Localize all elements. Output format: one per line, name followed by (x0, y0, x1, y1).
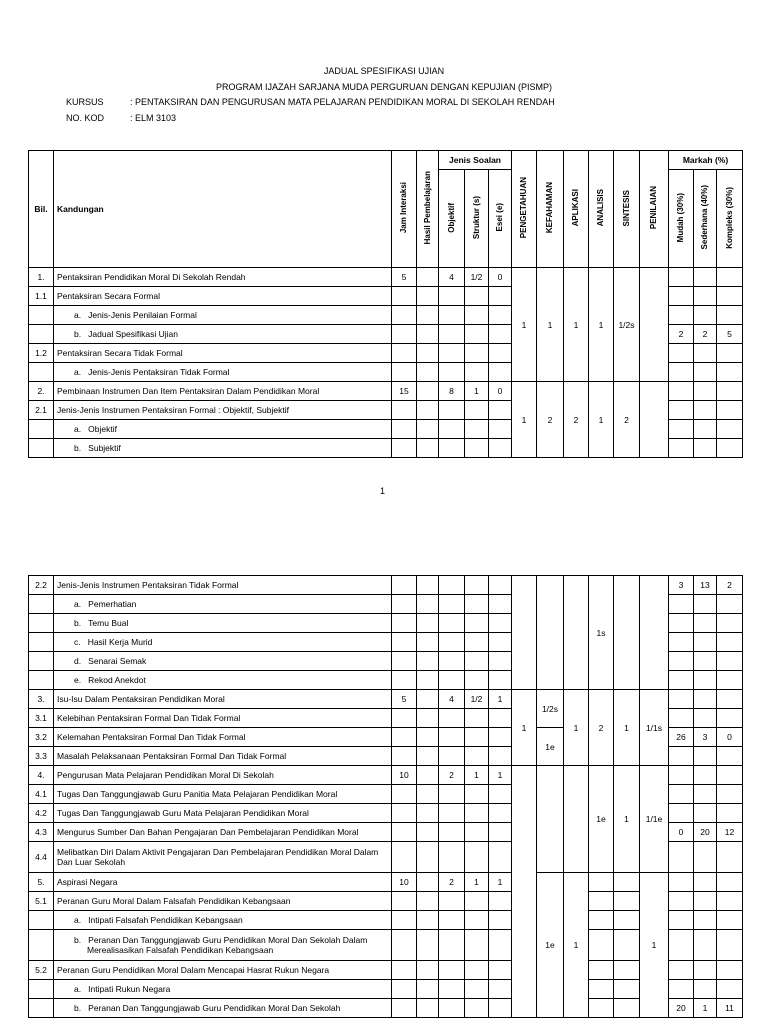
col-sintesis (614, 151, 640, 268)
row-text: Kelebihan Pentaksiran Formal Dan Tidak Formal (54, 709, 392, 728)
cell-pengetahuan (512, 576, 537, 690)
cell-objektif: 4 (439, 690, 465, 709)
cell-sederhana: 2 (694, 325, 717, 344)
table-row (29, 766, 743, 785)
cell-esei: 0 (489, 268, 512, 287)
cell-penilaian (640, 576, 669, 690)
cell-jam: 10 (392, 766, 417, 785)
cell-mudah: 26 (669, 728, 694, 747)
program-title: PROGRAM IJAZAH SARJANA MUDA PERGURUAN DENGAN KEPUJIAN (PISMP) (215, 82, 553, 92)
col-aplikasi-label: APLIKASI (571, 189, 580, 227)
row-bil: 2.1 (29, 401, 54, 420)
row-bil: 2. (29, 382, 54, 401)
cell-struktur: 1/2 (465, 268, 489, 287)
row-text: Kelemahan Pentaksiran Formal Dan Tidak Formal (54, 728, 392, 747)
cell-pengetahuan: 1 (512, 268, 537, 382)
cell-kefahaman: 1e (537, 873, 564, 1018)
table-row (29, 382, 743, 401)
cell-esei: 1 (489, 766, 512, 785)
col-sintesis-label: SINTESIS (621, 189, 631, 227)
row-text: Peranan Guru Pendidikan Moral Dalam Mencapai Hasrat Rukun Negara (54, 961, 392, 980)
cell-aplikasi: 1 (564, 873, 589, 1018)
table-row (29, 892, 743, 911)
cell-kefahaman: 2 (537, 382, 564, 458)
col-mudah (669, 170, 694, 268)
cell-kompleks (717, 268, 743, 287)
cell-kefahaman (537, 576, 564, 690)
col-struktur-label: Struktur (s) (471, 195, 481, 240)
cell-mudah: 0 (669, 823, 694, 842)
row-bil: 5. (29, 873, 54, 892)
col-esei-label: Esei (e) (495, 203, 504, 232)
cell-penilaian (640, 382, 669, 458)
cell-esei: 1 (489, 690, 512, 709)
row-bil: 5.1 (29, 892, 54, 911)
kursus-label: KURSUS (66, 97, 104, 107)
cell-kefahaman: 1/2s (537, 690, 564, 728)
cell-esei: 0 (489, 382, 512, 401)
cell-mudah: 20 (669, 999, 694, 1018)
cell-sederhana: 13 (694, 576, 717, 595)
row-text: Pentaksiran Secara Formal (54, 287, 392, 306)
row-text: Jenis-Jenis Instrumen Pentaksiran Formal : Objektif, Subjektif (54, 401, 392, 420)
cell-sintesis: 1/2s (614, 268, 640, 382)
cell-struktur: 1 (465, 766, 489, 785)
cell-penilaian: 1/1e (640, 766, 669, 873)
cell-analisis: 2 (589, 690, 614, 766)
col-penilaian-label: PENILAIAN (649, 186, 658, 230)
row-text: Jenis-Jenis Instrumen Pentaksiran Tidak Formal (54, 576, 392, 595)
cell-sintesis (614, 576, 640, 690)
cell-kompleks: 0 (717, 728, 743, 747)
col-aplikasi (564, 151, 589, 268)
cell-sintesis: 1 (614, 690, 640, 766)
row-bil: 3.1 (29, 709, 54, 728)
row-text: Aspirasi Negara (54, 873, 392, 892)
col-esei (489, 170, 512, 268)
cell-analisis: 1 (589, 382, 614, 458)
row-text: b. Peranan Dan Tanggungjawab Guru Pendidikan Moral Dan Sekolah (54, 999, 392, 1018)
row-text: Pentaksiran Secara Tidak Formal (54, 344, 392, 363)
cell-aplikasi (564, 576, 589, 690)
row-text: c. Hasil Kerja Murid (54, 633, 392, 652)
table-row (29, 690, 743, 709)
cell-sintesis: 1 (614, 766, 640, 873)
cell-sederhana (694, 268, 717, 287)
kod-label: NO. KOD (66, 113, 105, 123)
cell-mudah: 3 (669, 576, 694, 595)
table-row (29, 930, 743, 961)
cell-kefahaman: 1e (537, 728, 564, 766)
spec-table-2 (28, 575, 743, 1018)
row-bil: 3.2 (29, 728, 54, 747)
cell-sintesis (614, 873, 640, 892)
row-text: b. Peranan Dan Tanggungjawab Guru Pendidikan Moral Dan Sekolah Dalam Merealisasikan Falsafah Pendidikan Kebangsaan (54, 930, 392, 961)
cell-aplikasi: 1 (564, 690, 589, 766)
row-text: a. Pemerhatian (54, 595, 392, 614)
col-kefahaman (537, 151, 564, 268)
cell-jam: 10 (392, 873, 417, 892)
cell-struktur: 1 (465, 382, 489, 401)
col-markah: Markah (%) (669, 151, 743, 170)
row-bil: 1.1 (29, 287, 54, 306)
row-text: Peranan Guru Moral Dalam Falsafah Pendidikan Kebangsaan (54, 892, 392, 911)
row-text: a. Intipati Falsafah Pendidikan Kebangsaan (54, 911, 392, 930)
cell-analisis (589, 873, 614, 892)
cell-jam: 5 (392, 268, 417, 287)
row-text: Mengurus Sumber Dan Bahan Pengajaran Dan Pembelajaran Pendidikan Moral (54, 823, 392, 842)
col-kefahaman-label: KEFAHAMAN (545, 182, 554, 234)
row-text: b. Temu Bual (54, 614, 392, 633)
col-kompleks-label: Kompleks (30%) (724, 186, 734, 249)
row-text: a. Jenis-Jenis Pentaksiran Tidak Formal (54, 363, 392, 382)
row-bil: 4. (29, 766, 54, 785)
row-bil: 3. (29, 690, 54, 709)
cell-pengetahuan (512, 766, 537, 1018)
col-kompleks (717, 170, 743, 268)
cell-pengetahuan: 1 (512, 690, 537, 766)
row-text: Isu-Isu Dalam Pentaksiran Pendidikan Moral (54, 690, 392, 709)
col-analisis (589, 151, 614, 268)
cell-sederhana: 3 (694, 728, 717, 747)
row-text: Tugas Dan Tanggungjawab Guru Mata Pelajaran Pendidikan Moral (54, 804, 392, 823)
kod-value: : ELM 3103 (130, 113, 177, 123)
row-bil: 4.3 (29, 823, 54, 842)
cell-kompleks: 12 (717, 823, 743, 842)
cell-objektif: 8 (439, 382, 465, 401)
row-text: b. Subjektif (54, 439, 392, 458)
cell-penilaian (640, 268, 669, 382)
row-bil: 5.2 (29, 961, 54, 980)
col-bil: Bil. (29, 151, 54, 268)
cell-struktur: 1/2 (465, 690, 489, 709)
cell-analisis: 1s (589, 576, 614, 690)
cell-analisis: 1 (589, 268, 614, 382)
col-pengetahuan (512, 151, 537, 268)
col-sederhana (694, 170, 717, 268)
row-text: b. Jadual Spesifikasi Ujian (54, 325, 392, 344)
row-text: Pembinaan Instrumen Dan Item Pentaksiran Dalam Pendidikan Moral (54, 382, 392, 401)
cell-kefahaman: 1 (537, 268, 564, 382)
col-objektif-label: Objektif (446, 202, 456, 233)
row-bil: 1.2 (29, 344, 54, 363)
col-penilaian (640, 151, 669, 268)
cell-objektif: 2 (439, 766, 465, 785)
col-sederhana-label: Sederhana (40%) (700, 185, 709, 250)
row-text: a. Objektif (54, 420, 392, 439)
row-text: a. Jenis-Jenis Penilaian Formal (54, 306, 392, 325)
cell-penilaian: 1/1s (640, 690, 669, 766)
cell-penilaian: 1 (640, 873, 669, 1018)
cell-aplikasi: 2 (564, 382, 589, 458)
table-row (29, 999, 743, 1018)
cell-kompleks: 2 (717, 576, 743, 595)
row-bil: 4.1 (29, 785, 54, 804)
cell-struktur: 1 (465, 873, 489, 892)
kursus-value: : PENTAKSIRAN DAN PENGURUSAN MATA PELAJARAN PENDIDIKAN MORAL DI SEKOLAH RENDAH (130, 97, 555, 107)
cell-aplikasi: 1 (564, 268, 589, 382)
cell-mudah: 2 (669, 325, 694, 344)
table-row (29, 911, 743, 930)
cell-sederhana: 1 (694, 999, 717, 1018)
row-text: Melibatkan Diri Dalam Aktivit Pengajaran Dan Pembelajaran Pendidikan Moral Dalam Dan Luar Sekolah (54, 842, 392, 873)
cell-pengetahuan: 1 (512, 382, 537, 458)
cell-kompleks: 5 (717, 325, 743, 344)
row-text: Pengurusan Mata Pelajaran Pendidikan Moral Di Sekolah (54, 766, 392, 785)
row-text: Pentaksiran Pendidikan Moral Di Sekolah Rendah (54, 268, 392, 287)
cell-esei: 1 (489, 873, 512, 892)
col-pengetahuan-label: PENGETAHUAN (519, 177, 528, 239)
row-bil: 2.2 (29, 576, 54, 595)
table-row (29, 268, 743, 287)
col-struktur (465, 170, 489, 268)
doc-title: JADUAL SPESIFIKASI UJIAN (323, 66, 445, 76)
col-jam (392, 151, 417, 268)
table-row (29, 980, 743, 999)
page-number: 1 (380, 486, 386, 496)
row-text: a. Intipati Rukun Negara (54, 980, 392, 999)
cell-sederhana: 20 (694, 823, 717, 842)
cell-jam: 5 (392, 690, 417, 709)
row-bil: 1. (29, 268, 54, 287)
row-text: Tugas Dan Tanggungjawab Guru Panitia Mata Pelajaran Pendidikan Moral (54, 785, 392, 804)
cell-hasil (417, 268, 439, 287)
cell-sintesis: 2 (614, 382, 640, 458)
col-analisis-label: ANALISIS (596, 189, 605, 227)
cell-aplikasi (564, 766, 589, 873)
row-bil: 4.4 (29, 842, 54, 873)
cell-mudah (669, 268, 694, 287)
table-row (29, 961, 743, 980)
col-objektif (439, 170, 465, 268)
cell-analisis: 1e (589, 766, 614, 873)
row-text: e. Rekod Anekdot (54, 671, 392, 690)
row-bil: 4.2 (29, 804, 54, 823)
col-jam-label: Jam Interaksi (399, 182, 408, 234)
cell-kefahaman (537, 766, 564, 873)
cell-kompleks: 11 (717, 999, 743, 1018)
row-text: Masalah Pelaksanaan Pentaksiran Formal Dan Tidak Formal (54, 747, 392, 766)
col-mudah-label: Mudah (30%) (676, 192, 685, 243)
table-row (29, 576, 743, 595)
cell-jam: 15 (392, 382, 417, 401)
row-bil: 3.3 (29, 747, 54, 766)
spec-table-1 (28, 150, 743, 458)
col-kandungan: Kandungan (54, 151, 392, 268)
table-row (29, 873, 743, 892)
cell-objektif: 4 (439, 268, 465, 287)
col-hasil (417, 151, 439, 268)
col-hasil-label: Hasil Pembelajaran (422, 171, 432, 245)
cell-objektif: 2 (439, 873, 465, 892)
row-text: d. Senarai Semak (54, 652, 392, 671)
col-jenis-soalan: Jenis Soalan (439, 151, 512, 170)
